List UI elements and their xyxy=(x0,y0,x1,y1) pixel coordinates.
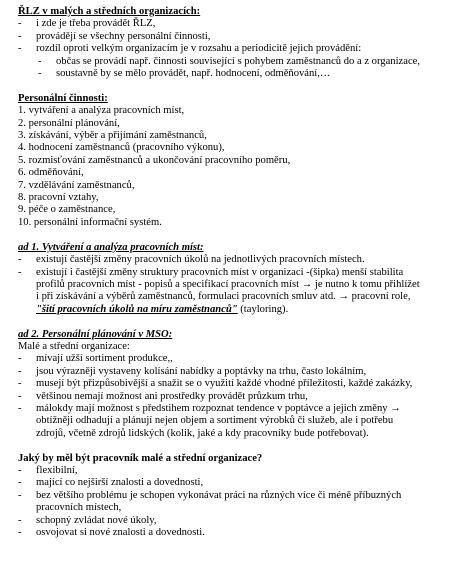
section-heading: ŘLZ v malých a středních organizacích: xyxy=(18,6,201,17)
section-ad1 xyxy=(18,242,452,316)
section-heading: Jaký by měl být pracovník malé a střední organizace? xyxy=(18,452,263,464)
list-item: - existují častější změny pracovních úkolů na jednotlivých pracovních místech. xyxy=(18,254,452,266)
text-line: zdrojů, včetně zdrojů lidských (kolik, jaké a kdy pracovníky bude potřebovat). xyxy=(36,427,369,439)
text-line: profilů pracovních míst - popisů a specifikací pracovních míst → je nutno k tomu přihlížet xyxy=(36,278,420,290)
bullet-list xyxy=(18,254,452,316)
bullet-list xyxy=(18,18,452,80)
section-personnel-activities xyxy=(18,93,452,229)
list-item xyxy=(18,267,452,317)
section-heading: ad 2. Personální plánování v MSO: xyxy=(18,328,173,340)
sub-list-item: - občas se provádí např. činnosti související s pohybem zaměstnanců do a z organizace, xyxy=(18,56,452,68)
spacer xyxy=(18,229,452,241)
text-line: i při získávání a výběrů zaměstnanců, formulaci pracovních smluv atd. → pracovní role, xyxy=(36,291,411,303)
numbered-item: 6. odměňování, xyxy=(18,167,84,179)
bullet-list xyxy=(18,465,452,539)
list-item xyxy=(18,490,452,515)
numbered-item: 10. personální informační systém. xyxy=(18,216,162,228)
list-item: - mající co nejširší znalosti a dovednosti, xyxy=(18,477,452,489)
text-line: - málokdy mají možnost s předstihem rozpoznat tendence v poptávce a jejich změny → xyxy=(36,402,401,414)
text-line: - bez většího problému je schopen vykonávat práci na různých více či méně příbuzných xyxy=(36,489,402,501)
sub-list-item: - soustavně by se mělo provádět, např. hodnocení, odměňování,… xyxy=(18,68,452,80)
bullet-list xyxy=(18,353,452,440)
list-item: - mívají užší sortiment produkce,, xyxy=(18,353,452,365)
numbered-item: 9. péče o zaměstnance, xyxy=(18,204,116,216)
numbered-item: 5. rozmisťování zaměstnanců a ukončování pracovního poměru, xyxy=(18,154,291,166)
emphasis-text: "šití pracovních úkolů na míru zaměstnanců" xyxy=(36,303,238,315)
section-rlz xyxy=(18,6,452,80)
spacer xyxy=(18,316,452,328)
list-item: - schopný zvládat nové úkoly, xyxy=(18,515,452,527)
text-line: - existují i častější změny struktury pracovních míst v organizaci -(šipka) menší stabilita xyxy=(36,266,404,278)
section-employee-profile xyxy=(18,453,452,540)
text-line: obtížněji odhadují a plánují nejen objem a sortiment výrobků či služeb, ale i potřebu xyxy=(36,415,394,427)
list-item: - flexibilní, xyxy=(18,465,452,477)
numbered-item: 4. hodnocení zaměstnanců (pracovního výkonu), xyxy=(18,142,225,154)
numbered-item: 8. pracovní vztahy, xyxy=(18,192,99,204)
numbered-item: 1. vytváření a analýza pracovních míst, xyxy=(18,105,185,117)
text-fragment: (tayloring). xyxy=(237,303,289,315)
numbered-item: 3. získávání, výběr a přijímání zaměstnanců, xyxy=(18,130,207,142)
intro-text: Malé a střední organizace: xyxy=(18,340,130,352)
list-item: - i zde je třeba provádět ŘLZ, xyxy=(18,18,452,30)
list-item: - provádějí se všechny personální činnosti, xyxy=(18,31,452,43)
list-item xyxy=(18,403,452,440)
section-heading: ad 1. Vytváření a analýza pracovních míst: xyxy=(18,241,204,253)
text-line xyxy=(36,304,452,316)
spacer xyxy=(18,80,452,92)
section-ad2 xyxy=(18,329,452,441)
list-item: - většinou nemají možnost ani prostředky provádět průzkum trhu, xyxy=(18,391,452,403)
list-item: - osvojovat si nové znalosti a dovednosti. xyxy=(18,527,452,539)
section-heading: Personální činnosti: xyxy=(18,92,108,104)
list-item: - rozdíl oproti velkým organizacím je v rozsahu a periodicitě jejich provádění: xyxy=(18,43,452,55)
numbered-item: 7. vzdělávání zaměstnanců, xyxy=(18,179,135,191)
spacer xyxy=(18,440,452,452)
text-line: pracovních místech, xyxy=(36,502,122,514)
numbered-item: 2. personální plánování, xyxy=(18,117,120,129)
list-item: - jsou výrazněji vystaveny kolísání nabídky a poptávky na trhu, často lokálním, xyxy=(18,366,452,378)
list-item: - musejí být přizpůsobivější a snažit se o využití každé vhodné příležitosti, každé zakázky, xyxy=(18,378,452,390)
